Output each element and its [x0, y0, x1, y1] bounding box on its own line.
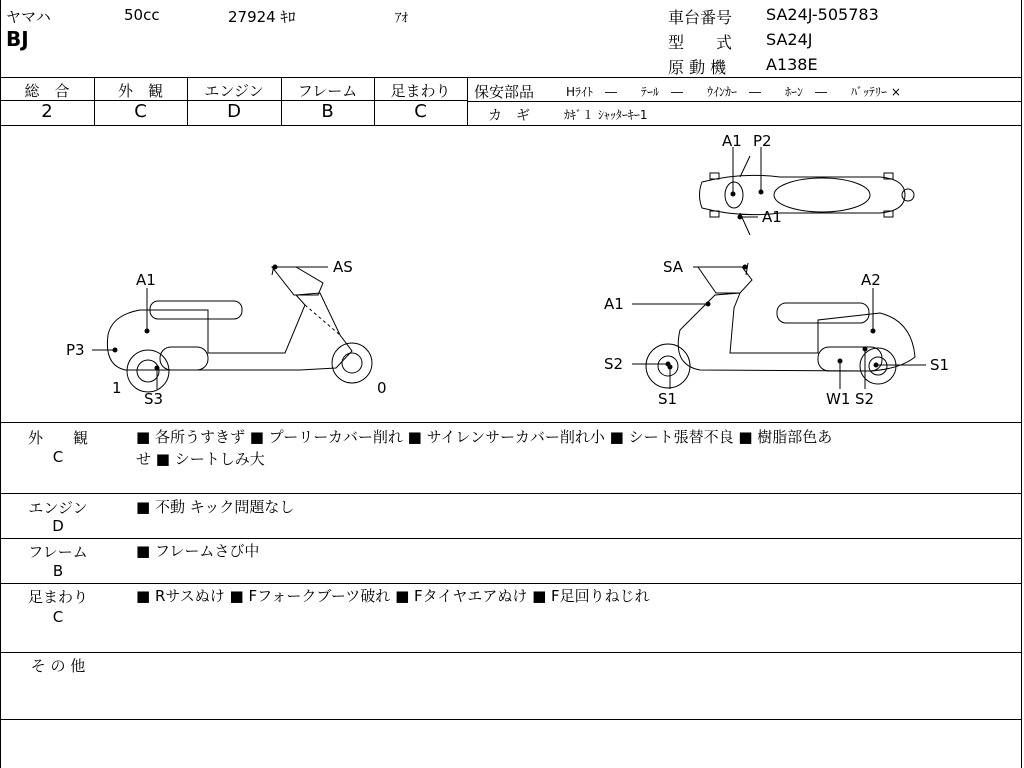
- label-left-p3: P3: [66, 341, 85, 359]
- remarks-divider: [0, 583, 1022, 584]
- remark-text: ■ 各所うすきず ■ プーリーカバー削れ ■ サイレンサーカバー削れ小 ■ シート張替不良 ■ 樹脂部色あ: [136, 428, 833, 446]
- body-color: ｱｵ: [395, 11, 408, 26]
- label-left-as: AS: [333, 258, 353, 276]
- type-label: 型 式: [668, 33, 733, 52]
- frame-number: SA24J-505783: [766, 5, 879, 24]
- remark-grade: C: [52, 448, 64, 466]
- key-label: カ ギ: [488, 108, 530, 124]
- frame-number-label: 車台番号: [668, 8, 733, 27]
- remarks-divider: [0, 652, 1022, 653]
- label-left-1: 1: [112, 379, 122, 397]
- label-right-s1-front: S1: [658, 390, 678, 408]
- grade-table-top: [0, 77, 1022, 78]
- type-value: SA24J: [766, 30, 813, 49]
- label-left-0: 0: [377, 379, 387, 397]
- label-right-s2-front: S2: [604, 355, 624, 373]
- grade-label-engine: エンジン: [204, 82, 264, 100]
- remark-label: フレーム: [28, 543, 88, 561]
- scooter-damage-diagram: [0, 125, 1022, 422]
- grade-col-divider: [467, 77, 468, 125]
- remark-label: エンジン: [28, 499, 88, 517]
- safety-row-divider: [468, 101, 1022, 102]
- label-top-a1-lower: A1: [762, 208, 782, 226]
- remark-text-continued: せ ■ シートしみ大: [136, 450, 265, 468]
- label-right-s2-rear: S2: [855, 390, 875, 408]
- label-right-sa: SA: [663, 258, 684, 276]
- safety-parts-label: 保安部品: [474, 83, 535, 101]
- remarks-divider: [0, 538, 1022, 539]
- remark-text: ■ Rサスぬけ ■ Fフォークブーツ破れ ■ Fタイヤエアぬけ ■ F足回りねじれ: [136, 587, 650, 605]
- label-right-s1-rear: S1: [930, 356, 950, 374]
- label-left-s3: S3: [144, 390, 164, 408]
- safety-parts-items: Hﾗｲﾄ ― ﾃｰﾙ ― ｳｲﾝｶｰ ― ﾎｰﾝ ― ﾊﾞｯﾃﾘｰ ×: [566, 85, 901, 99]
- grade-label-frame: フレーム: [297, 82, 358, 100]
- remarks-top: [0, 422, 1022, 423]
- grade-label-overall: 総 合: [24, 82, 70, 100]
- remark-label: そ の 他: [30, 657, 86, 675]
- engine-value: A138E: [766, 55, 818, 74]
- label-top-p2: P2: [753, 132, 772, 150]
- remark-text: ■ 不動 キック問題なし: [136, 498, 295, 516]
- grade-value-suspension: C: [414, 101, 427, 122]
- remarks-divider: [0, 493, 1022, 494]
- grade-value-exterior: C: [134, 101, 147, 122]
- remark-text: ■ フレームさび中: [136, 542, 260, 560]
- remark-label: 足まわり: [27, 588, 88, 606]
- remark-grade: C: [52, 608, 64, 626]
- grade-value-frame: B: [321, 101, 334, 122]
- remark-label: 外 観: [27, 429, 88, 447]
- grade-value-engine: D: [227, 101, 241, 122]
- label-right-a2: A2: [861, 271, 881, 289]
- label-right-w1: W1: [826, 390, 851, 408]
- grade-label-suspension: 足まわり: [390, 82, 451, 100]
- grade-label-exterior: 外 観: [117, 82, 163, 100]
- label-top-a1: A1: [722, 132, 742, 150]
- remark-grade: D: [52, 517, 64, 535]
- label-left-a1: A1: [136, 271, 156, 289]
- label-right-a1: A1: [604, 295, 624, 313]
- mileage: 27924 ｷﾛ: [228, 8, 296, 26]
- key-value: ｶｷﾞ１ ｼｬｯﾀｰｷｰ1: [564, 108, 648, 122]
- grade-value-overall: 2: [41, 101, 53, 122]
- model-name: BJ: [6, 27, 29, 51]
- remark-grade: B: [52, 562, 64, 580]
- engine-label: 原 動 機: [668, 58, 727, 77]
- displacement: 50cc: [124, 6, 160, 24]
- maker: ヤマハ: [6, 8, 51, 26]
- remarks-divider: [0, 719, 1022, 720]
